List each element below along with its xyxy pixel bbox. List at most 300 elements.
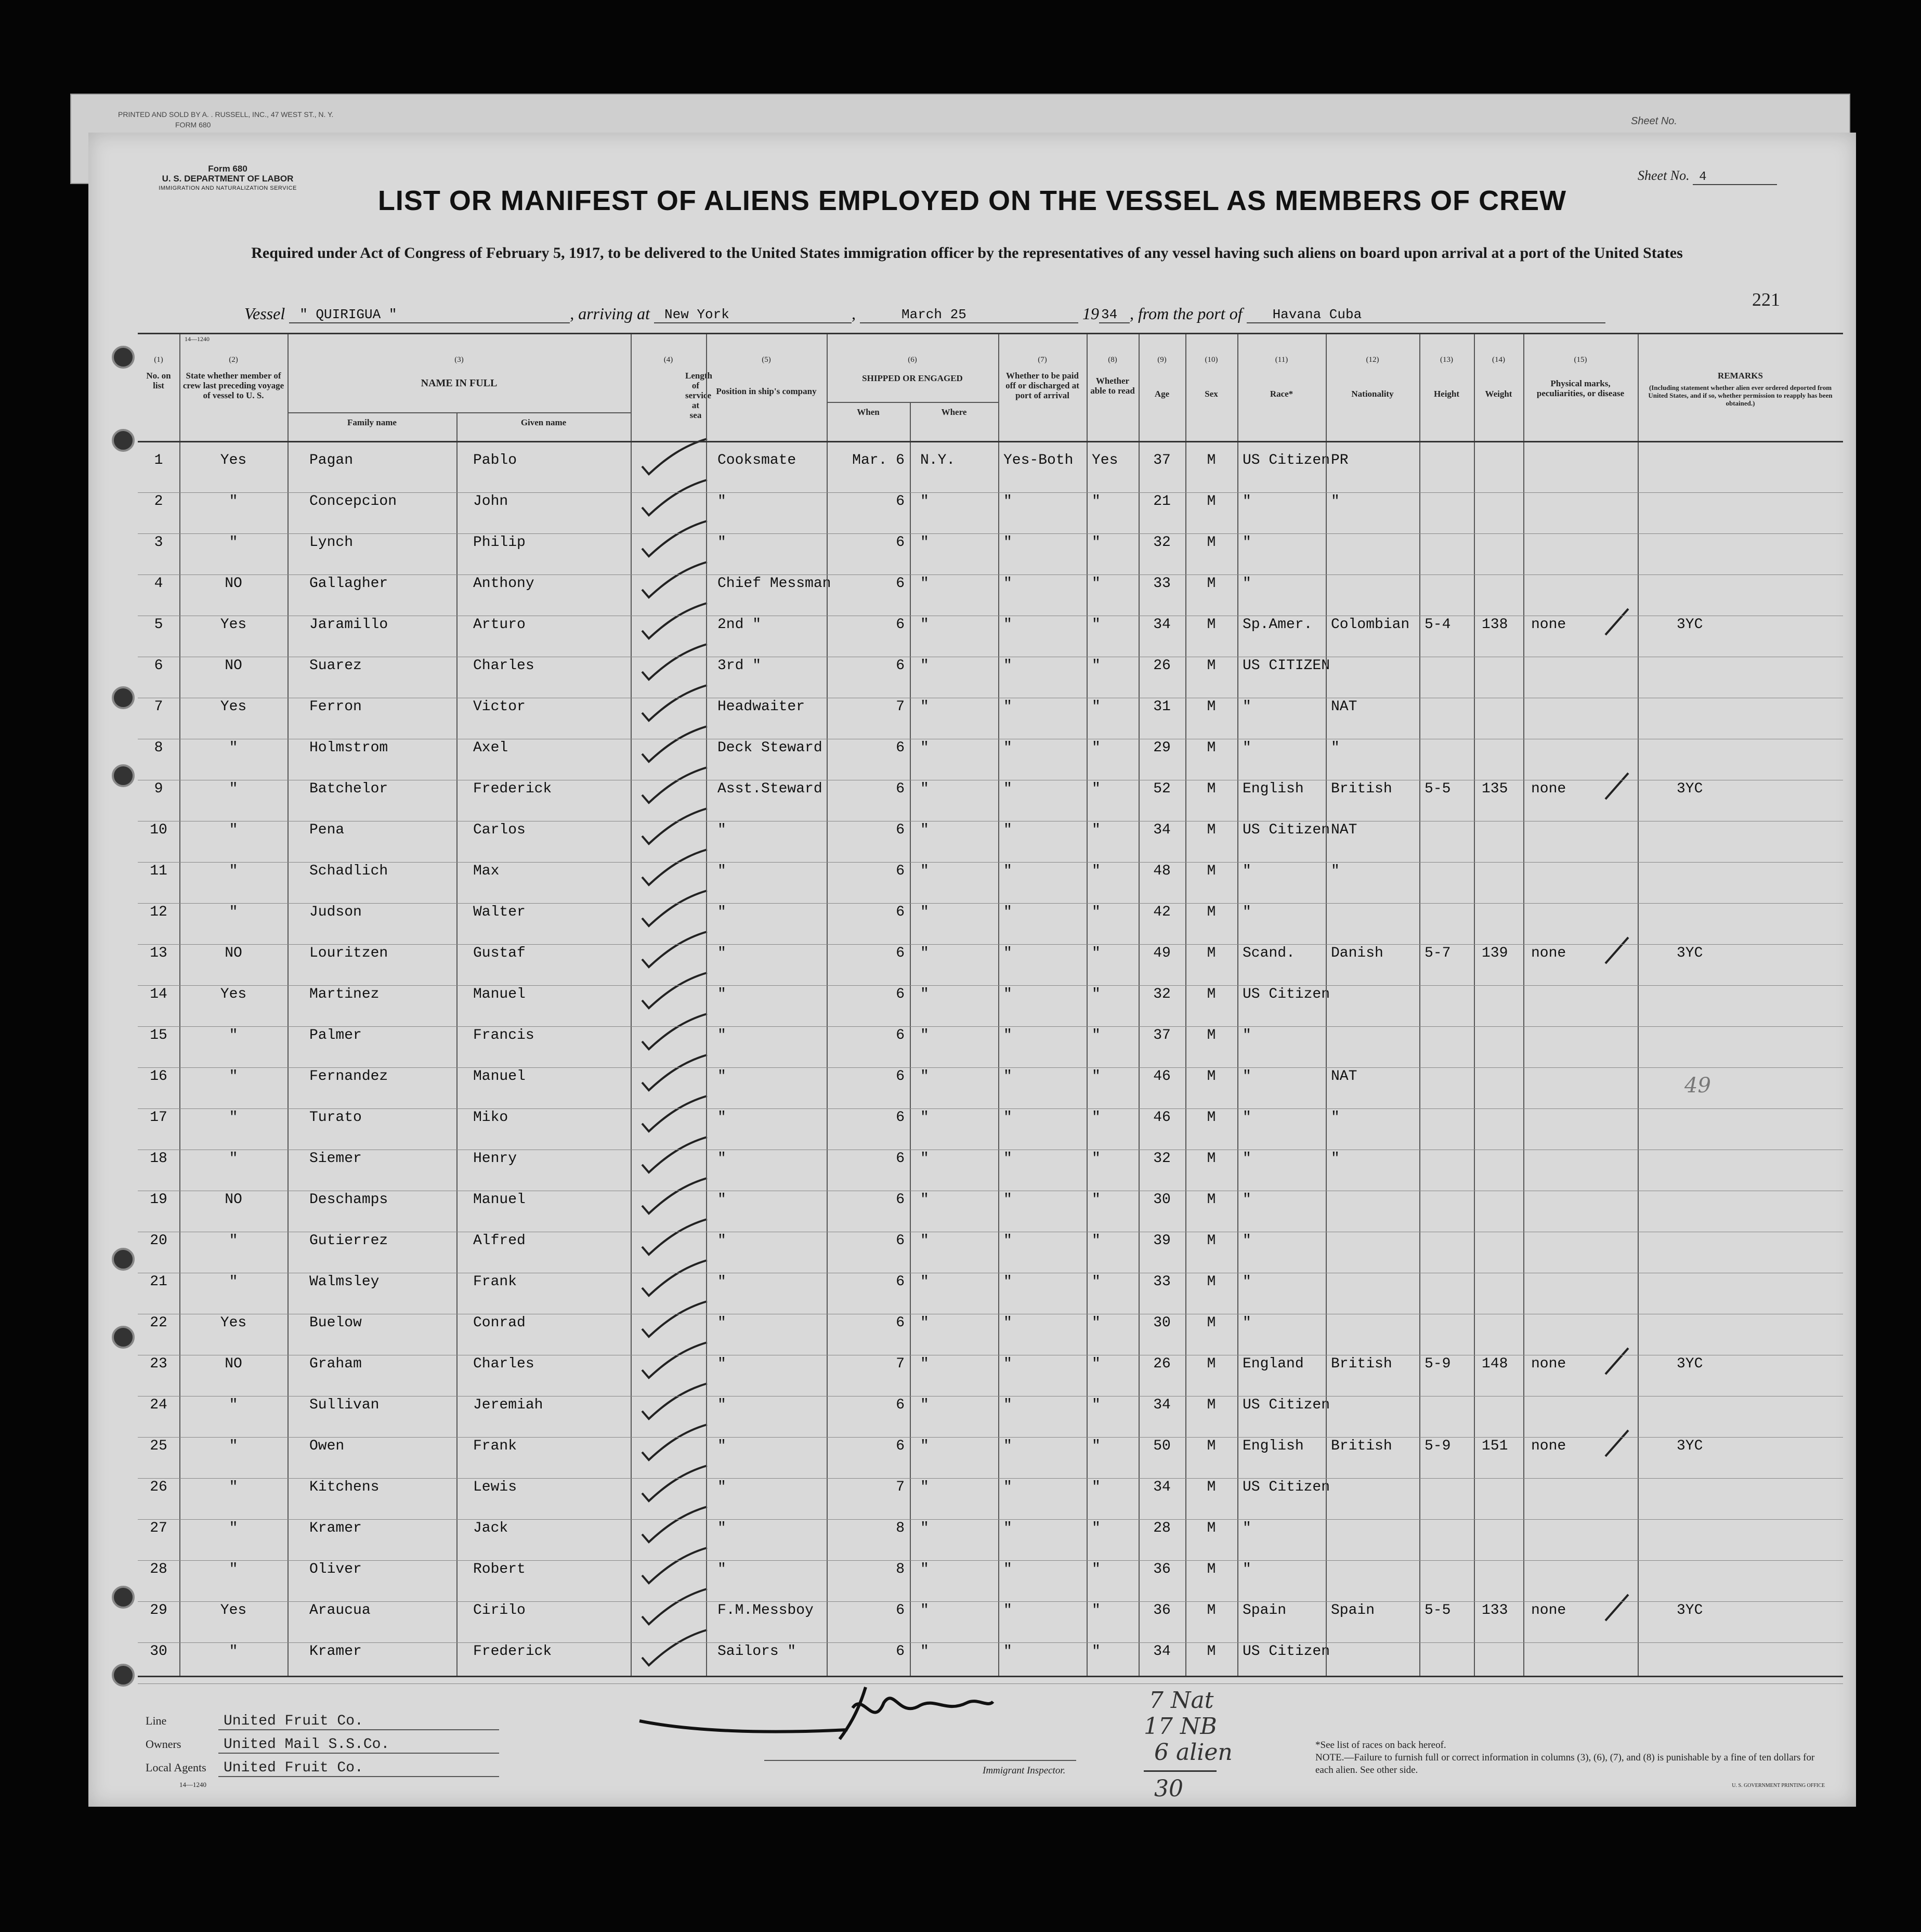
cell-sex: M — [1207, 1233, 1216, 1249]
page-title: LIST OR MANIFEST OF ALIENS EMPLOYED ON THE VESSEL AS MEMBERS OF CREW — [377, 185, 1567, 216]
cell-sex: M — [1207, 493, 1216, 510]
cell-race: Spain — [1243, 1602, 1287, 1618]
service-checkmark — [634, 479, 712, 526]
cell-remarks: 3YC — [1677, 1602, 1703, 1618]
marks-tick — [1601, 771, 1632, 802]
cell-member: Yes — [220, 986, 247, 1002]
cell-when: 6 — [896, 904, 905, 920]
cell-member: Yes — [220, 617, 247, 633]
cell-member: " — [229, 1027, 238, 1043]
cell-age: 49 — [1153, 945, 1171, 961]
cell-read: " — [1092, 1109, 1101, 1126]
cell-no: 10 — [150, 822, 167, 838]
cell-when: 6 — [896, 740, 905, 756]
cell-paid: " — [1003, 1356, 1012, 1372]
cell-paid: " — [1003, 986, 1012, 1002]
hdr-c9: Age — [1154, 389, 1170, 399]
hdr-c12: Nationality — [1351, 389, 1394, 399]
row-divider — [138, 533, 1843, 534]
cell-race: " — [1243, 1109, 1251, 1126]
sheet-no-value: 4 — [1693, 170, 1777, 185]
cell-paid: " — [1003, 1643, 1012, 1660]
cell-member: Yes — [220, 1602, 247, 1618]
cell-paid: " — [1003, 945, 1012, 961]
header-sub-divider — [827, 402, 998, 403]
hdr-c3: NAME IN FULL — [421, 377, 498, 389]
cell-when: 6 — [896, 1397, 905, 1413]
column-divider — [1185, 334, 1186, 1676]
cell-sex: M — [1207, 1397, 1216, 1413]
cell-no: 4 — [154, 576, 163, 592]
cell-position: " — [717, 1397, 726, 1413]
owners-label: Owners — [146, 1738, 181, 1751]
hdr-c4: Length of service at sea — [685, 371, 712, 420]
column-divider — [1523, 334, 1524, 1676]
agents-form: 14—1240 — [179, 1781, 206, 1789]
hdr-c5-num: (5) — [762, 356, 771, 364]
cell-race: England — [1243, 1356, 1304, 1372]
cell-age: 37 — [1153, 452, 1171, 468]
cell-height: 5-5 — [1425, 1602, 1451, 1618]
cell-member: Yes — [220, 452, 247, 468]
cell-family: Oliver — [309, 1561, 362, 1577]
cell-no: 16 — [150, 1068, 167, 1085]
service-checkmark — [634, 807, 712, 854]
cell-position: F.M.Messboy — [717, 1602, 814, 1618]
hdr-c14: Weight — [1485, 389, 1512, 399]
service-checkmark — [634, 438, 712, 485]
column-divider — [456, 412, 458, 1676]
cell-remarks: 3YC — [1677, 781, 1703, 797]
cell-when: 6 — [896, 1315, 905, 1331]
hdr-c8: Whether able to read — [1090, 376, 1135, 396]
cell-paid: " — [1003, 1479, 1012, 1495]
cell-nationality: NAT — [1331, 822, 1357, 838]
hdr-c1: No. on list — [146, 371, 171, 390]
cell-where: " — [920, 781, 929, 797]
tally-total: 30 — [1154, 1776, 1183, 1802]
cell-member: " — [229, 740, 238, 756]
cell-nationality: " — [1331, 1151, 1340, 1167]
cell-given: Frederick — [473, 1643, 552, 1660]
cell-family: Suarez — [309, 658, 362, 674]
cell-when: 6 — [896, 576, 905, 592]
cell-age: 36 — [1153, 1561, 1171, 1577]
cell-given: Max — [473, 863, 500, 879]
marks-tick — [1601, 1428, 1632, 1459]
cell-where: " — [920, 822, 929, 838]
cell-member: NO — [225, 1356, 242, 1372]
hdr-c8-num: (8) — [1108, 356, 1117, 364]
back-printer-line: PRINTED AND SOLD BY A. . RUSSELL, INC., 47 WEST ST., N. Y. — [118, 110, 334, 119]
service-checkmark — [634, 1506, 712, 1552]
cell-member: " — [229, 781, 238, 797]
cell-position: " — [717, 822, 726, 838]
cell-member: NO — [225, 1192, 242, 1208]
cell-read: " — [1092, 1274, 1101, 1290]
row-divider — [138, 1601, 1843, 1602]
tally-alien: 6 alien — [1154, 1739, 1233, 1766]
cell-member: Yes — [220, 1315, 247, 1331]
cell-marks: none — [1531, 945, 1566, 961]
cell-when: 6 — [896, 1192, 905, 1208]
cell-read: " — [1092, 1520, 1101, 1536]
cell-where: " — [920, 1068, 929, 1085]
cell-paid: Yes-Both — [1003, 452, 1074, 468]
cell-given: Robert — [473, 1561, 526, 1577]
cell-paid: " — [1003, 1602, 1012, 1618]
cell-when: 6 — [896, 1438, 905, 1454]
cell-no: 8 — [154, 740, 163, 756]
cell-age: 34 — [1153, 617, 1171, 633]
cell-given: Frederick — [473, 781, 552, 797]
cell-race: US CITIZEN — [1243, 658, 1330, 674]
cell-when: 6 — [896, 1274, 905, 1290]
cell-given: Manuel — [473, 986, 526, 1002]
cell-age: 32 — [1153, 1151, 1171, 1167]
cell-sex: M — [1207, 904, 1216, 920]
cell-given: Frank — [473, 1274, 517, 1290]
hdr-c14-num: (14) — [1492, 356, 1505, 364]
cell-no: 12 — [150, 904, 167, 920]
cell-race: " — [1243, 534, 1251, 551]
cell-family: Kitchens — [309, 1479, 380, 1495]
cell-family: Walmsley — [309, 1274, 380, 1290]
cell-sex: M — [1207, 1438, 1216, 1454]
service-checkmark — [634, 561, 712, 608]
owners-value: United Mail S.S.Co. — [218, 1737, 499, 1754]
page-number: 221 — [1752, 289, 1780, 310]
row-divider — [138, 903, 1843, 904]
cell-when: 6 — [896, 1602, 905, 1618]
cell-read: Yes — [1092, 452, 1118, 468]
cell-no: 20 — [150, 1233, 167, 1249]
cell-sex: M — [1207, 986, 1216, 1002]
cell-where: " — [920, 1397, 929, 1413]
column-divider — [179, 334, 180, 1676]
cell-race: " — [1243, 1068, 1251, 1085]
cell-read: " — [1092, 1068, 1101, 1085]
cell-family: Gutierrez — [309, 1233, 388, 1249]
cell-given: Jack — [473, 1520, 508, 1536]
service-checkmark — [634, 1382, 712, 1429]
cell-age: 46 — [1153, 1068, 1171, 1085]
row-divider — [138, 1560, 1843, 1561]
cell-weight: 138 — [1482, 617, 1508, 633]
cell-read: " — [1092, 1561, 1101, 1577]
cell-member: NO — [225, 576, 242, 592]
cell-member: " — [229, 1479, 238, 1495]
tally-nat: 7 Nat — [1149, 1687, 1214, 1714]
cell-read: " — [1092, 576, 1101, 592]
cell-when: 6 — [896, 1109, 905, 1126]
cell-no: 28 — [150, 1561, 167, 1577]
cell-age: 28 — [1153, 1520, 1171, 1536]
cell-paid: " — [1003, 1109, 1012, 1126]
line-value: United Fruit Co. — [218, 1713, 499, 1730]
cell-paid: " — [1003, 534, 1012, 551]
cell-race: US Citizen — [1243, 1397, 1330, 1413]
footer-note — [1315, 1739, 1825, 1792]
cell-age: 34 — [1153, 1643, 1171, 1660]
tally-nb: 17 NB — [1144, 1713, 1217, 1740]
cell-weight: 151 — [1482, 1438, 1508, 1454]
form-dept: U. S. DEPARTMENT OF LABOR — [162, 174, 294, 184]
cell-no: 17 — [150, 1109, 167, 1126]
cell-paid: " — [1003, 1151, 1012, 1167]
marks-tick — [1601, 1592, 1632, 1623]
service-checkmark — [634, 848, 712, 895]
cell-read: " — [1092, 1643, 1101, 1660]
footer-owners — [146, 1737, 499, 1754]
cell-where: " — [920, 1520, 929, 1536]
cell-age: 46 — [1153, 1109, 1171, 1126]
inspector-signature-mark — [629, 1672, 1003, 1750]
cell-position: " — [717, 904, 726, 920]
cell-age: 33 — [1153, 1274, 1171, 1290]
service-checkmark — [634, 1547, 712, 1594]
cell-age: 29 — [1153, 740, 1171, 756]
footer-agents — [146, 1760, 499, 1777]
cell-family: Sullivan — [309, 1397, 380, 1413]
row-divider — [138, 1642, 1843, 1643]
cell-sex: M — [1207, 1561, 1216, 1577]
cell-given: Charles — [473, 1356, 534, 1372]
cell-given: Walter — [473, 904, 526, 920]
cell-given: Alfred — [473, 1233, 526, 1249]
service-checkmark — [634, 1259, 712, 1306]
cell-sex: M — [1207, 1027, 1216, 1043]
cell-position: " — [717, 863, 726, 879]
service-checkmark — [634, 890, 712, 936]
cell-race: " — [1243, 1027, 1251, 1043]
cell-nationality: NAT — [1331, 1068, 1357, 1085]
cell-position: " — [717, 1315, 726, 1331]
cell-nationality: British — [1331, 781, 1392, 797]
cell-race: " — [1243, 863, 1251, 879]
cell-family: Louritzen — [309, 945, 388, 961]
cell-position: " — [717, 1027, 726, 1043]
cell-sex: M — [1207, 740, 1216, 756]
cell-race: " — [1243, 1315, 1251, 1331]
cell-given: John — [473, 493, 508, 510]
agents-label: Local Agents — [146, 1761, 206, 1774]
vessel-label: Vessel — [244, 304, 285, 323]
cell-marks: none — [1531, 781, 1566, 797]
cell-position: " — [717, 1109, 726, 1126]
service-checkmark — [634, 1136, 712, 1183]
cell-read: " — [1092, 493, 1101, 510]
marks-tick — [1601, 1346, 1632, 1377]
hdr-c9-num: (9) — [1157, 356, 1167, 364]
column-divider — [631, 334, 632, 1676]
service-checkmark — [634, 643, 712, 690]
cell-when: 6 — [896, 986, 905, 1002]
cell-paid: " — [1003, 1274, 1012, 1290]
page-subtitle: Required under Act of Congress of February 5, 1917, to be delivered to the United States immigration officer by the representatives of any vessel having such aliens on board upon arrival at a port of the United States — [251, 244, 1683, 262]
cell-when: 6 — [896, 822, 905, 838]
cell-paid: " — [1003, 781, 1012, 797]
cell-position: " — [717, 1520, 726, 1536]
cell-when: 6 — [896, 781, 905, 797]
cell-age: 34 — [1153, 822, 1171, 838]
form-number: Form 680 — [208, 164, 247, 174]
cell-race: " — [1243, 576, 1251, 592]
cell-race: English — [1243, 781, 1304, 797]
cell-member: " — [229, 1151, 238, 1167]
cell-height: 5-7 — [1425, 945, 1451, 961]
cell-sex: M — [1207, 1602, 1216, 1618]
hdr-c10-num: (10) — [1205, 356, 1218, 364]
cell-age: 21 — [1153, 493, 1171, 510]
cell-remarks: 3YC — [1677, 617, 1703, 633]
year-suffix: 34 — [1099, 307, 1130, 323]
cell-sex: M — [1207, 1068, 1216, 1085]
tally-line — [1144, 1770, 1217, 1772]
hdr-c4-num: (4) — [663, 356, 673, 364]
cell-position: " — [717, 986, 726, 1002]
column-divider — [1087, 334, 1088, 1676]
cell-paid: " — [1003, 1027, 1012, 1043]
cell-paid: " — [1003, 1561, 1012, 1577]
cell-where: " — [920, 1274, 929, 1290]
cell-no: 11 — [150, 863, 167, 879]
cell-no: 6 — [154, 658, 163, 674]
cell-no: 25 — [150, 1438, 167, 1454]
cell-given: Frank — [473, 1438, 517, 1454]
cell-no: 15 — [150, 1027, 167, 1043]
cell-family: Concepcion — [309, 493, 397, 510]
service-checkmark — [634, 766, 712, 813]
cell-no: 19 — [150, 1192, 167, 1208]
cell-nationality: Colombian — [1331, 617, 1410, 633]
cell-where: " — [920, 1561, 929, 1577]
cell-position: " — [717, 1561, 726, 1577]
cell-age: 39 — [1153, 1233, 1171, 1249]
cell-read: " — [1092, 1356, 1101, 1372]
cell-age: 34 — [1153, 1397, 1171, 1413]
cell-read: " — [1092, 1027, 1101, 1043]
cell-where: " — [920, 1643, 929, 1660]
cell-nationality: PR — [1331, 452, 1349, 468]
cell-no: 29 — [150, 1602, 167, 1618]
arrival-date: March 25 — [860, 307, 1078, 323]
cell-marks: none — [1531, 1438, 1566, 1454]
column-divider — [1638, 334, 1639, 1676]
cell-age: 32 — [1153, 534, 1171, 551]
cell-given: Carlos — [473, 822, 526, 838]
cell-read: " — [1092, 699, 1101, 715]
cell-read: " — [1092, 1151, 1101, 1167]
cell-height: 5-5 — [1425, 781, 1451, 797]
cell-age: 26 — [1153, 658, 1171, 674]
cell-race: " — [1243, 1233, 1251, 1249]
cell-weight: 135 — [1482, 781, 1508, 797]
cell-weight: 148 — [1482, 1356, 1508, 1372]
cell-position: Chief Messman — [717, 576, 831, 592]
cell-family: Judson — [309, 904, 362, 920]
cell-when: 6 — [896, 493, 905, 510]
cell-given: Francis — [473, 1027, 534, 1043]
cell-position: Sailors " — [717, 1643, 796, 1660]
cell-height: 5-9 — [1425, 1356, 1451, 1372]
column-divider — [1237, 334, 1238, 1676]
cell-age: 48 — [1153, 863, 1171, 879]
marks-tick — [1601, 606, 1632, 637]
binder-hole — [112, 1248, 135, 1271]
arriving-port: New York — [654, 307, 852, 323]
cell-read: " — [1092, 986, 1101, 1002]
cell-race: " — [1243, 740, 1251, 756]
cell-age: 30 — [1153, 1315, 1171, 1331]
cell-nationality: Danish — [1331, 945, 1383, 961]
cell-nationality: Spain — [1331, 1602, 1375, 1618]
cell-no: 3 — [154, 534, 163, 551]
cell-where: " — [920, 1027, 929, 1043]
row-divider — [138, 944, 1843, 945]
row-divider — [138, 1478, 1843, 1479]
cell-family: Gallagher — [309, 576, 388, 592]
cell-age: 32 — [1153, 986, 1171, 1002]
back-form-number: FORM 680 — [175, 121, 211, 129]
cell-member: " — [229, 1109, 238, 1126]
service-checkmark — [634, 1218, 712, 1265]
hdr-c7-num: (7) — [1038, 356, 1047, 364]
cell-no: 30 — [150, 1643, 167, 1660]
cell-race: " — [1243, 1192, 1251, 1208]
cell-paid: " — [1003, 699, 1012, 715]
penalty-note: NOTE.—Failure to furnish full or correct information in columns (3), (6), (7), and (8) is punishable by a fine of ten dollars for each alien. See other side. — [1315, 1752, 1815, 1776]
from-port: Havana Cuba — [1247, 307, 1605, 323]
cell-position: Cooksmate — [717, 452, 796, 468]
cell-member: " — [229, 1068, 238, 1085]
cell-sex: M — [1207, 1520, 1216, 1536]
cell-sex: M — [1207, 1356, 1216, 1372]
column-divider — [827, 334, 828, 1676]
cell-nationality: " — [1331, 863, 1340, 879]
hdr-remarks-sub: (Including statement whether alien ever ordered deported from United States, and if so, whether permission to reapply has been obtained.) — [1648, 384, 1833, 407]
cell-position: Headwaiter — [717, 699, 805, 715]
cell-where: " — [920, 1602, 929, 1618]
cell-where: " — [920, 1192, 929, 1208]
cell-when: 6 — [896, 1151, 905, 1167]
service-checkmark — [634, 1013, 712, 1060]
cell-no: 22 — [150, 1315, 167, 1331]
cell-nationality: " — [1331, 1109, 1340, 1126]
cell-paid: " — [1003, 576, 1012, 592]
cell-remarks: 3YC — [1677, 1438, 1703, 1454]
cell-race: US Citizen — [1243, 1479, 1330, 1495]
hdr-c6-where: Where — [941, 407, 967, 417]
cell-where: " — [920, 1438, 929, 1454]
cell-read: " — [1092, 1438, 1101, 1454]
cell-marks: none — [1531, 1602, 1566, 1618]
cell-paid: " — [1003, 1233, 1012, 1249]
cell-no: 2 — [154, 493, 163, 510]
hdr-c2-form: 14—1240 — [185, 335, 210, 343]
cell-read: " — [1092, 904, 1101, 920]
cell-given: Axel — [473, 740, 508, 756]
cell-race: English — [1243, 1438, 1304, 1454]
cell-where: " — [920, 699, 929, 715]
cell-position: " — [717, 1151, 726, 1167]
cell-no: 7 — [154, 699, 163, 715]
cell-read: " — [1092, 534, 1101, 551]
row-divider — [138, 492, 1843, 493]
cell-when: 8 — [896, 1520, 905, 1536]
cell-read: " — [1092, 1192, 1101, 1208]
cell-given: Henry — [473, 1151, 517, 1167]
